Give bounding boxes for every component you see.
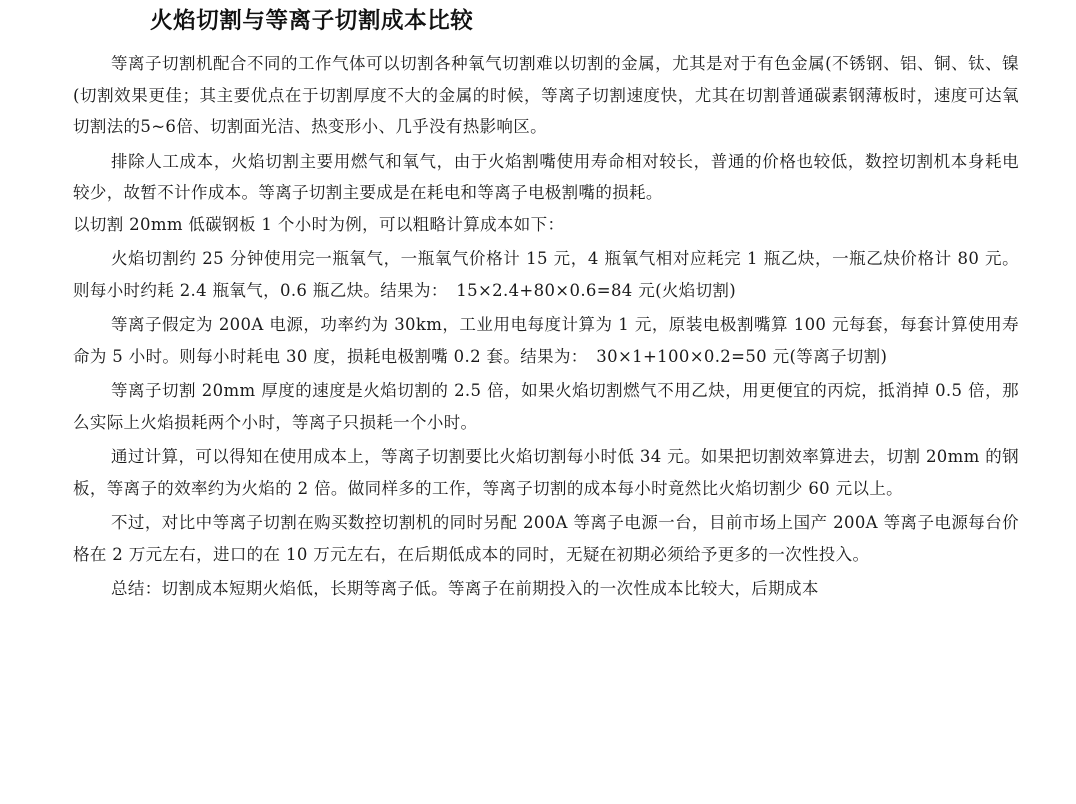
paragraph-plasma-cost: 等离子假定为 200A 电源，功率约为 30km，工业用电每度计算为 1 元，原装电极割嘴算 100 元每套，每套计算使用寿命为 5 小时。则每小时耗电 30 度，损耗电极割嘴 0.2 套。结果为： 30×1+100×0.2=50 元(等离子切割) — [73, 315, 1019, 366]
paragraph-plasma-advantages: 等离子切割机配合不同的工作气体可以切割各种氧气切割难以切割的金属，尤其是对于有色金属(不锈钢、铝、铜、钛、镍(切割效果更佳；其主要优点在于切割厚度不大的金属的时候，等离子切割速度快，尤其在切割普通碳素钢薄板时，速度可达氧切割法的5~6倍、切割面光洁、热变形小、几乎没有热影响区。 — [73, 54, 1019, 136]
paragraph-cost-sources: 排除人工成本，火焰切割主要用燃气和氧气，由于火焰割嘴使用寿命相对较长，普通的价格也较低，数控切割机本身耗电较少，故暂不计作成本。等离子切割主要成是在耗电和等离子电极割嘴的损耗。 — [73, 151, 1019, 202]
document-title: 火焰切割与等离子切割成本比较 — [150, 8, 474, 34]
paragraph-calculation-result: 通过计算，可以得知在使用成本上，等离子切割要比火焰切割每小时低 34 元。如果把切割效率算进去，切割 20mm 的钢板，等离子的效率约为火焰的 2 倍。做同样多的工作，等离子切割的成本每小时竟然比火焰切割少 60 元以上。 — [73, 447, 1019, 498]
paragraph-speed-comparison: 等离子切割 20mm 厚度的速度是火焰切割的 2.5 倍，如果火焰切割燃气不用乙炔，用更便宜的丙烷，抵消掉 0.5 倍，那么实际上火焰损耗两个小时，等离子只损耗一个小时。 — [73, 381, 1019, 432]
paragraph-example-intro: 以切割 20mm 低碳钢板 1 个小时为例，可以粗略计算成本如下： — [73, 214, 565, 234]
paragraph-initial-investment: 不过，对比中等离子切割在购买数控切割机的同时另配 200A 等离子电源一台，目前市场上国产 200A 等离子电源每台价格在 2 万元左右，进口的在 10 万元左右，在后期低成本的同时，无疑在初期必须给予更多的一次性投入。 — [73, 513, 1019, 564]
paragraph-summary: 总结：切割成本短期火焰低，长期等离子低。等离子在前期投入的一次性成本比较大，后期成本 — [111, 579, 819, 598]
paragraph-flame-cost: 火焰切割约 25 分钟使用完一瓶氧气，一瓶氧气价格计 15 元，4 瓶氧气相对应耗完 1 瓶乙炔，一瓶乙炔价格计 80 元。则每小时约耗 2.4 瓶氧气，0.6 瓶乙炔。结果为： 15×2.4+80×0.6=84 元(火焰切割) — [73, 249, 1019, 300]
document-body — [73, 48, 1019, 605]
